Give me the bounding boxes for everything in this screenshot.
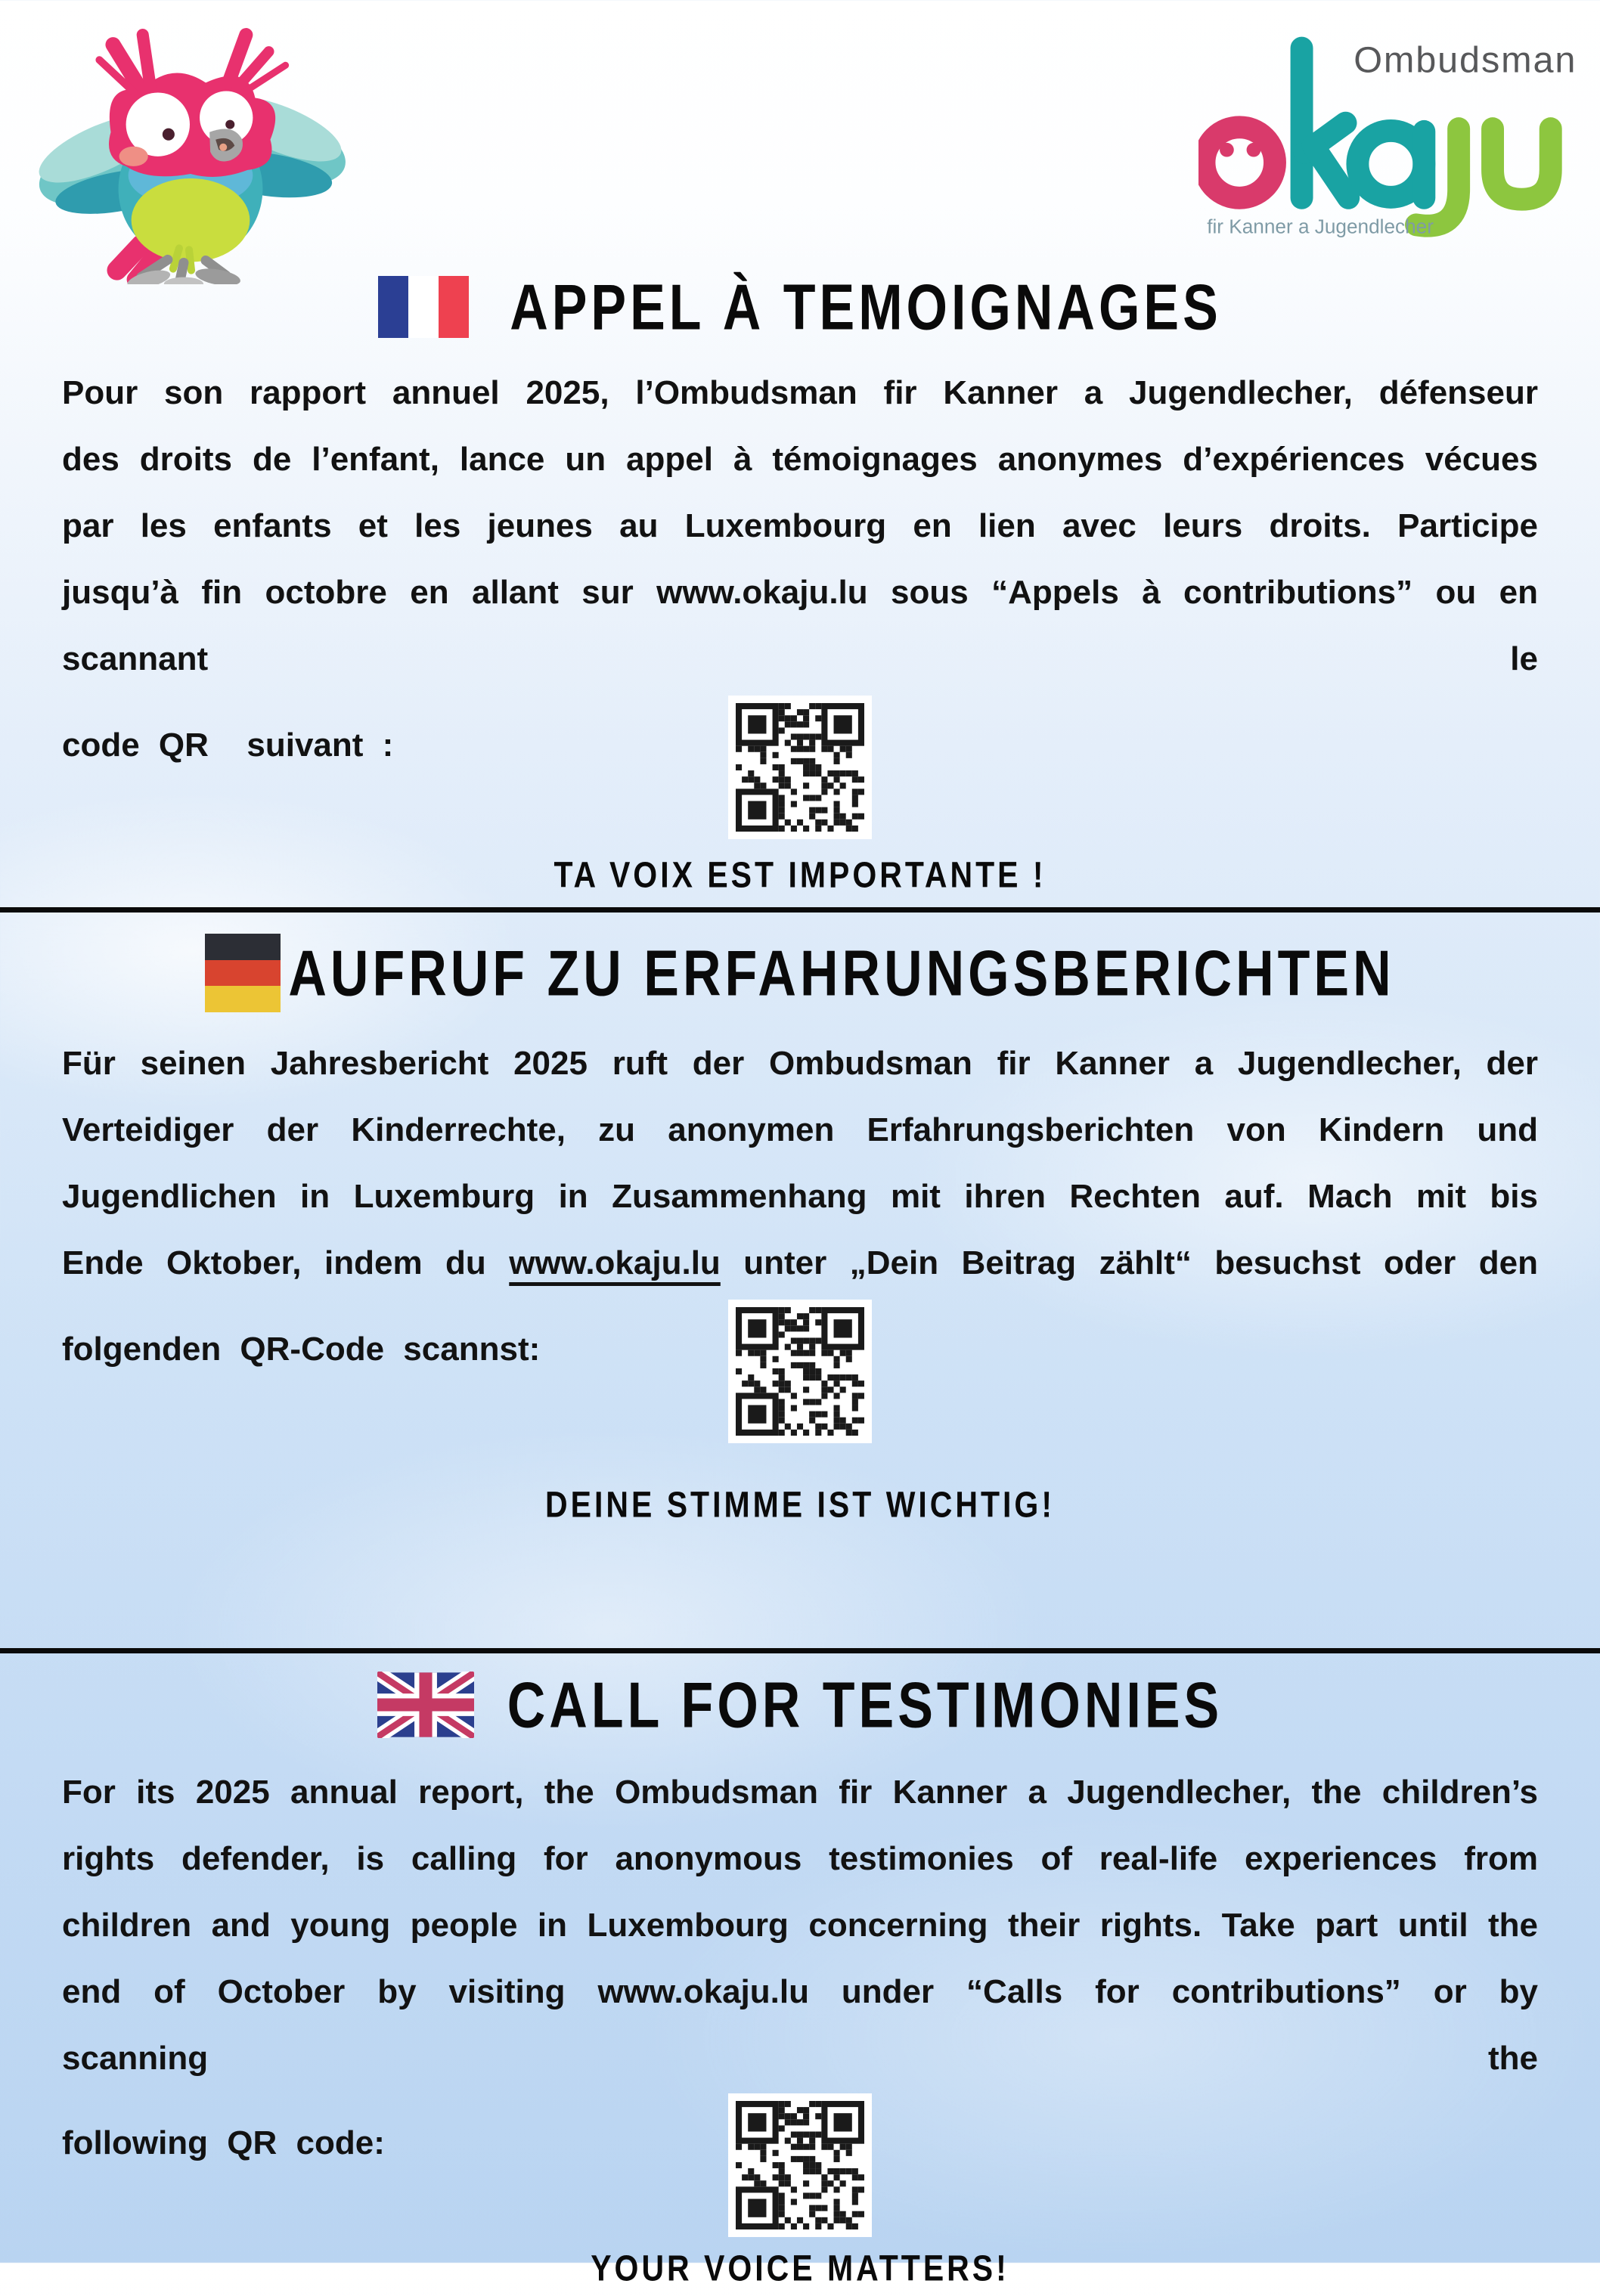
qr-caption-german: folgenden QR-Code scannst: [62, 1331, 541, 1368]
body-text-german-before-link: Für seinen Jahresbericht 2025 ruft der Ombudsman fir Kanner a Jugendlecher, der Verteidiger der Kinderrechte, zu anonymen Erfahrungsberichten von Kindern und Jugendlichen in Luxemburg in Zusammenhang mit ihren Rechten auf. Mach mit bis Ende Oktober, indem du [62, 1045, 1538, 1281]
logo-ombudsman-text: Ombudsman [1353, 39, 1577, 81]
section-title-french: APPEL À TEMOIGNAGES [510, 271, 1222, 343]
body-text-german [62, 1030, 1538, 1297]
tagline-german: DEINE STIMME IST WICHTIG! [545, 1483, 1055, 1526]
body-text-english [62, 1759, 1538, 2092]
section-title-english: CALL FOR TESTIMONIES [507, 1669, 1223, 1741]
body-text-french-content: Pour son rapport annuel 2025, l’Ombudsman fir Kanner a Jugendlecher, défenseur des droits de l’enfant, lance un appel à témoignages anonymes d’expériences vécues par les enfants et les jeunes au Luxembourg en lien avec leurs droits. Participe jusqu’à fin octobre en allant sur www.okaju.lu sous “Appels à contributions” ou en scannant le [62, 374, 1538, 677]
body-text-german-after-link: unter „Dein Beitrag zählt“ besuchst oder den [720, 1244, 1538, 1281]
qr-caption-french: code QR suivant : [62, 727, 394, 764]
qr-row-english [62, 2093, 1538, 2239]
qr-code-french [728, 696, 872, 839]
qr-row-french [62, 696, 1538, 841]
section-german [0, 932, 1600, 1648]
tagline-french: TA VOIX EST IMPORTANTE ! [553, 854, 1047, 896]
qr-code-english [728, 2093, 872, 2237]
qr-code-german [728, 1300, 872, 1443]
section-english [0, 1664, 1600, 2296]
body-text-french [62, 360, 1538, 693]
uk-flag-icon [377, 1672, 474, 1738]
header [0, 0, 1600, 263]
body-text-english-content: For its 2025 annual report, the Ombudsman fir Kanner a Jugendlecher, the children’s rights defender, is calling for anonymous testimonies of real-life experiences from children and young people in Luxembourg concerning their rights. Take part until the end of October by visiting www.okaju.lu under “Calls for contributions” or by scanning the [62, 1774, 1538, 2077]
okaju-logo [1198, 21, 1580, 240]
heading-row-english [62, 1664, 1538, 1746]
qr-caption-english: following QR code: [62, 2124, 385, 2161]
section-divider [0, 907, 1600, 913]
heading-row-german [62, 932, 1538, 1014]
tagline-english: YOUR VOICE MATTERS! [591, 2247, 1009, 2289]
section-title-german: AUFRUF ZU ERFAHRUNGSBERICHTEN [288, 937, 1395, 1009]
section-divider [0, 1648, 1600, 1653]
owl-mascot-illustration [27, 18, 354, 284]
france-flag-icon [378, 276, 469, 338]
okaju-website-link[interactable]: www.okaju.lu [509, 1244, 721, 1281]
germany-flag-icon [205, 934, 281, 1012]
logo-tagline-text: fir Kanner a Jugendlecher [1207, 215, 1434, 238]
qr-row-german [62, 1300, 1538, 1445]
section-french [0, 266, 1600, 907]
